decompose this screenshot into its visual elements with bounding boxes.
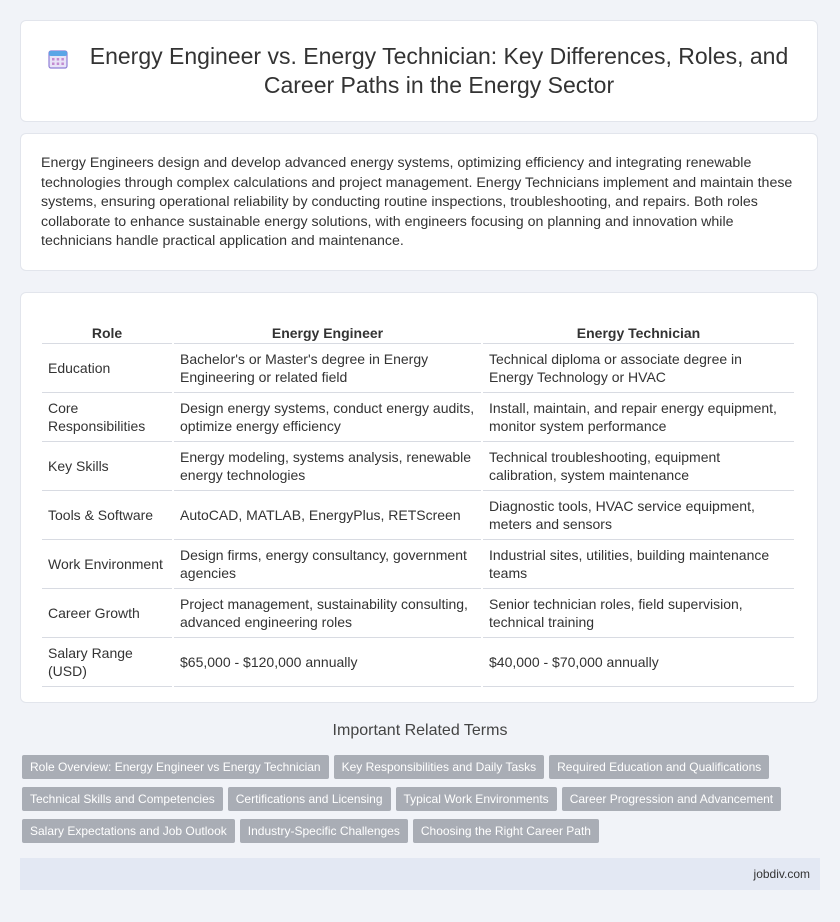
- row-label: Career Growth: [42, 589, 172, 638]
- footer: [20, 858, 820, 890]
- technician-cell: Technical troubleshooting, equipment calibration, system maintenance: [483, 442, 794, 491]
- comparison-table: [40, 313, 796, 687]
- row-label: Work Environment: [42, 540, 172, 589]
- related-terms-list: [22, 755, 802, 851]
- related-term-tag[interactable]: Technical Skills and Competencies: [22, 787, 223, 811]
- table-row: [42, 540, 794, 589]
- related-term-tag[interactable]: Choosing the Right Career Path: [413, 819, 599, 843]
- calendar-icon: [47, 48, 69, 70]
- table-row: [42, 442, 794, 491]
- row-label: Salary Range (USD): [42, 638, 172, 687]
- title-card: [20, 20, 818, 122]
- related-term-tag[interactable]: Industry-Specific Challenges: [240, 819, 408, 843]
- header-energy-technician: Energy Technician: [483, 313, 794, 344]
- footer-site-link[interactable]: jobdiv.com: [753, 867, 810, 881]
- header-energy-engineer: Energy Engineer: [174, 313, 481, 344]
- engineer-cell: Energy modeling, systems analysis, renewable energy technologies: [174, 442, 481, 491]
- page-title: Energy Engineer vs. Energy Technician: Key Differences, Roles, and Career Paths in the Energy Sector: [89, 43, 789, 98]
- engineer-cell: Design energy systems, conduct energy audits, optimize energy efficiency: [174, 393, 481, 442]
- row-label: Key Skills: [42, 442, 172, 491]
- row-label: Core Responsibilities: [42, 393, 172, 442]
- technician-cell: Industrial sites, utilities, building maintenance teams: [483, 540, 794, 589]
- engineer-cell: Bachelor's or Master's degree in Energy Engineering or related field: [174, 344, 481, 393]
- header-role: Role: [42, 313, 172, 344]
- related-term-tag[interactable]: Salary Expectations and Job Outlook: [22, 819, 235, 843]
- related-terms-title: Important Related Terms: [332, 722, 508, 739]
- engineer-cell: Design firms, energy consultancy, government agencies: [174, 540, 481, 589]
- table-row: [42, 638, 794, 687]
- related-term-tag[interactable]: Key Responsibilities and Daily Tasks: [334, 755, 545, 779]
- intro-paragraph: Energy Engineers design and develop advanced energy systems, optimizing efficiency and integrating renewable technologies through complex calculations and project management. Energy Technicians implement and maintain these systems, ensuring operational reliability by conducting routine inspections, troubleshooting, and repairs. Both roles collaborate to enhance sustainable energy solutions, with engineers focusing on planning and innovation while technicians handle practical application and maintenance.: [41, 155, 793, 250]
- technician-cell: Senior technician roles, field supervision, technical training: [483, 589, 794, 638]
- row-label: Education: [42, 344, 172, 393]
- related-term-tag[interactable]: Role Overview: Energy Engineer vs Energy Technician: [22, 755, 329, 779]
- related-term-tag[interactable]: Typical Work Environments: [396, 787, 557, 811]
- table-header-row: [42, 313, 794, 344]
- technician-cell: Technical diploma or associate degree in Energy Technology or HVAC: [483, 344, 794, 393]
- table-row: [42, 393, 794, 442]
- technician-cell: Install, maintain, and repair energy equipment, monitor system performance: [483, 393, 794, 442]
- related-term-tag[interactable]: Career Progression and Advancement: [562, 787, 781, 811]
- engineer-cell: $65,000 - $120,000 annually: [174, 638, 481, 687]
- engineer-cell: Project management, sustainability consulting, advanced engineering roles: [174, 589, 481, 638]
- intro-card: [20, 133, 818, 271]
- table-row: [42, 589, 794, 638]
- table-row: [42, 344, 794, 393]
- engineer-cell: AutoCAD, MATLAB, EnergyPlus, RETScreen: [174, 491, 481, 540]
- technician-cell: Diagnostic tools, HVAC service equipment, meters and sensors: [483, 491, 794, 540]
- related-term-tag[interactable]: Certifications and Licensing: [228, 787, 391, 811]
- table-row: [42, 491, 794, 540]
- row-label: Tools & Software: [42, 491, 172, 540]
- technician-cell: $40,000 - $70,000 annually: [483, 638, 794, 687]
- comparison-table-card: [20, 292, 818, 703]
- related-term-tag[interactable]: Required Education and Qualifications: [549, 755, 769, 779]
